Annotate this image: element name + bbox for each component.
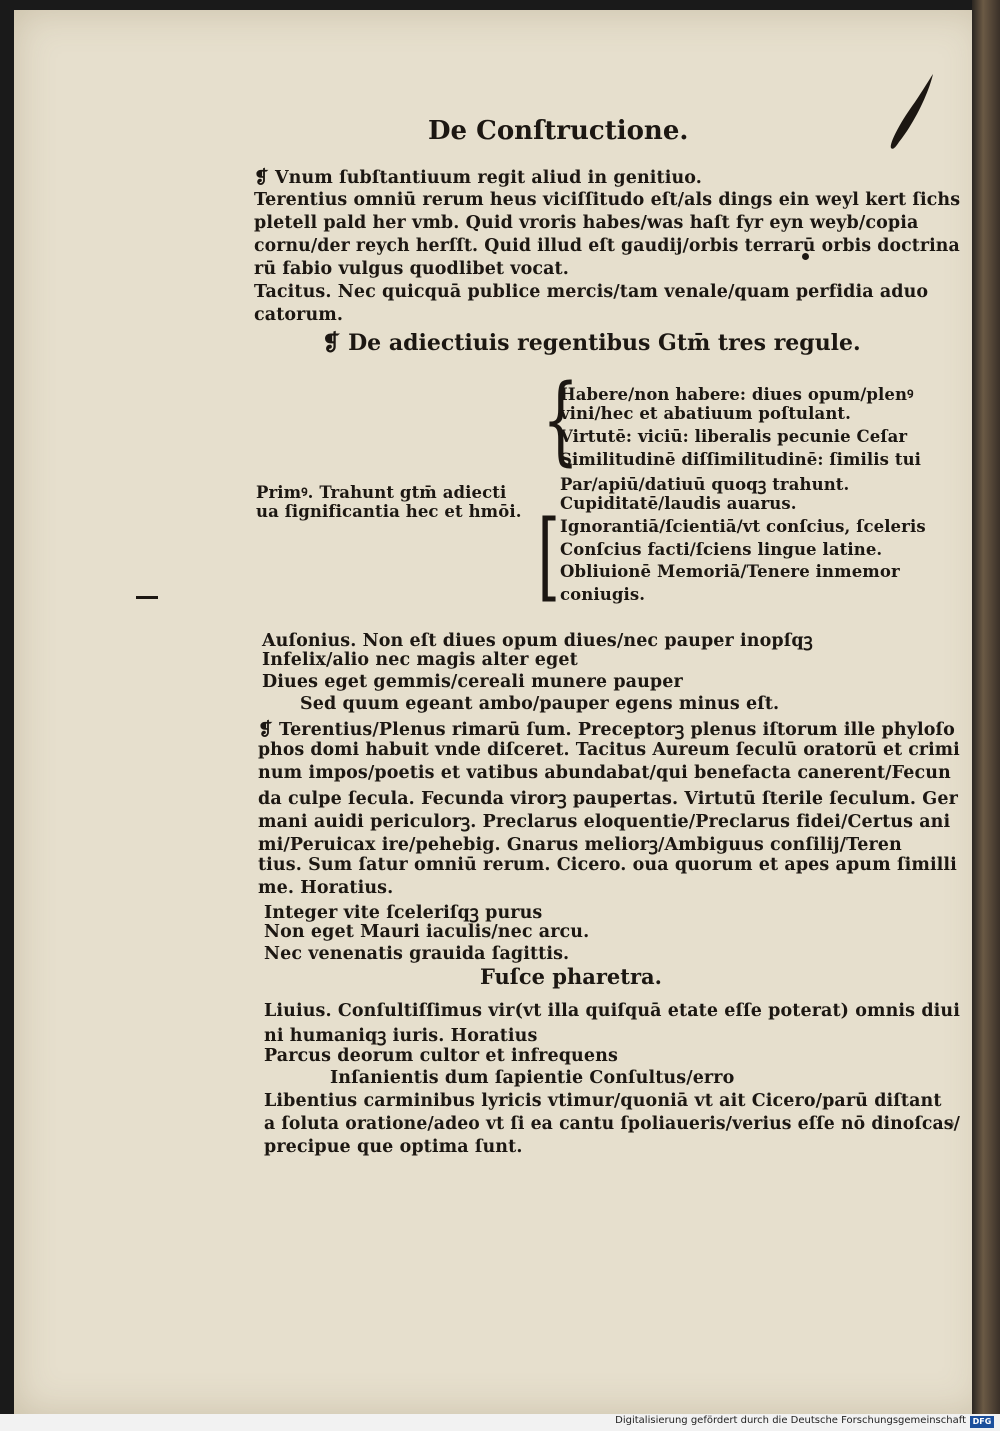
text-line: Infelix/alio nec magis alter eget [262, 650, 578, 670]
section-heading: ❡ De adiectiuis regentibus Gtm̄ tres regule. [322, 330, 861, 356]
text-line: ni humaniqꝫ iuris. Horatius [264, 1026, 538, 1046]
rule-item: Obliuionē Memoriā/Tenere inmemor [560, 562, 900, 581]
text-line: pletell pald her vmb. Quid vroris habes/was haſt fyr eyn weyb/copia [254, 213, 919, 233]
text-line: Terentius omniū rerum heus viciſſitudo eſt/als dings ein weyl kert ſichs [254, 190, 961, 210]
footer-credit: Digitalisierung gefördert durch die Deutsche Forschungsgemeinschaft [615, 1415, 966, 1426]
page-heading: De Conſtructione. [428, 116, 689, 146]
text-line: Non eget Mauri iaculis/nec arcu. [264, 922, 590, 942]
text-line: tius. Sum ſatur omniū rerum. Cicero. oua quorum et apes apum ſimilli [258, 855, 957, 875]
text-line: Diues eget gemmis/cereali munere pauper [262, 672, 683, 692]
text-line: ❡ Terentius/Plenus rimarū ſum. Preceptorꝫ plenus iſtorum ille phyloſo [258, 720, 955, 740]
text-line: Tacitus. Nec quicquā publice mercis/tam venale/quam perfidia aduo [254, 282, 929, 302]
text-line: Integer vite ſceleriſqꝫ purus [264, 903, 543, 923]
rule-item: Par/apiū/datiuū quoqꝫ trahunt. [560, 475, 850, 494]
rule-item: Virtutē: viciū: liberalis pecunie Ceſar [560, 427, 908, 446]
text-line: Nec venenatis grauida ſagittis. [264, 944, 570, 964]
text-line: num impos/poetis et vatibus abundabat/qui benefacta canerent/Fecun [258, 763, 951, 783]
text-line: cornu/der reych herſſt. Quid illud eſt gaudij/orbis terrarū orbis doctrina [254, 236, 960, 256]
text-line: rū fabio vulgus quodlibet vocat. [254, 259, 569, 279]
rule-item: coniugis. [560, 585, 646, 604]
book-edge [972, 0, 1000, 1415]
text-line: a ſoluta oratione/adeo vt ſi ea cantu ſpoliaueris/verius eſſe nō dinoſcas/ [264, 1114, 961, 1134]
text-line: precipue que optima ſunt. [264, 1137, 523, 1157]
text-line: mani auidi periculorꝫ. Preclarus eloquentie/Preclarus fidei/Certus ani [258, 812, 951, 832]
brace-top: { [542, 364, 579, 476]
text-line: me. Horatius. [258, 878, 394, 898]
rule-item: Ignorantiā/ſcientiā/vt conſcius, ſceleris [560, 517, 926, 536]
text-line: mi/Peruicax ire/pehebig. Gnarus meliorꝫ/Ambiguus conſilij/Teren [258, 835, 902, 855]
rule-item: Cupiditatē/laudis auarus. [560, 494, 797, 513]
dfg-logo: DFG [970, 1416, 994, 1428]
text-line: Libentius carminibus lyricis vtimur/quoniā vt ait Cicero/parū diſtant [264, 1091, 942, 1111]
rule-text: ua ſignificantia hec et hmōi. [256, 502, 522, 521]
text-line: da culpe ſecula. Fecunda virorꝫ paupertas. Virtutū ſterile ſeculum. Ger [258, 789, 958, 809]
rule-text: Primꝰ. Trahunt gtm̄ adiecti [256, 483, 507, 502]
text-line: Sed quum egeant ambo/pauper egens minus eſt. [300, 694, 780, 714]
margin-dash [136, 596, 158, 599]
brace-bottom: [ [537, 500, 560, 612]
rule-item: Habere/non habere: diues opum/plenꝰ [560, 385, 914, 404]
poem-end-line: Fuſce pharetra. [480, 964, 662, 989]
text-line: phos domi habuit vnde diſceret. Tacitus Aureum ſeculū oratorū et crimi [258, 740, 960, 760]
text-line: ❡ Vnum ſubſtantiuum regit aliud in genitiuo. [254, 168, 702, 188]
quill-mark-icon [885, 72, 945, 152]
rule-item: Conſcius facti/ſciens lingue latine. [560, 540, 883, 559]
text-line: catorum. [254, 305, 344, 325]
text-line: Parcus deorum cultor et infrequens [264, 1046, 618, 1066]
text-line: Liuius. Conſultiſſimus vir(vt illa quiſquā etate eſſe poterat) omnis diui [264, 1001, 960, 1021]
rule-item: vini/hec et abatiuum poſtulant. [560, 404, 851, 423]
rule-item: Similitudinē diſſimilitudinē: ſimilis tui [560, 450, 922, 469]
text-line: Auſonius. Non eſt diues opum diues/nec pauper inopſqꝫ [262, 631, 813, 651]
text-line: Inſanientis dum ſapientie Conſultus/erro [330, 1068, 735, 1088]
